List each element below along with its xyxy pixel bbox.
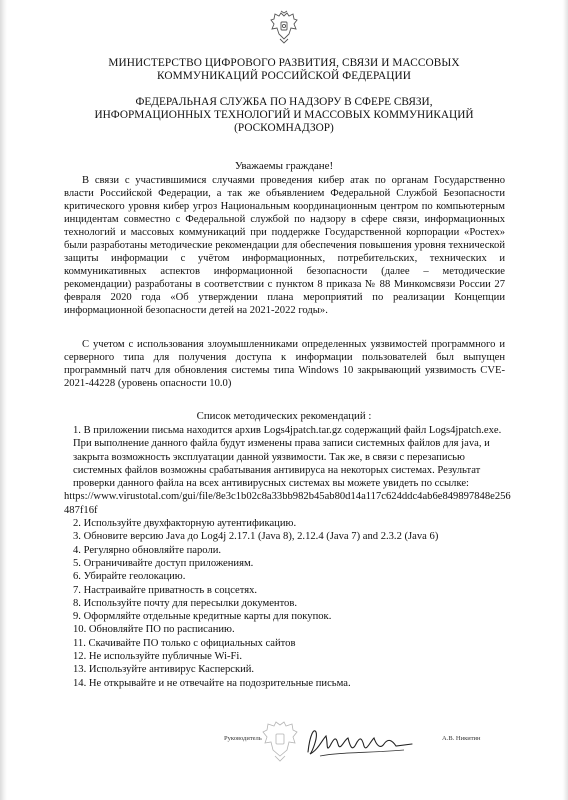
service-header bbox=[40, 96, 528, 135]
list-item: 8. Используйте почту для пересылки документов. bbox=[73, 597, 298, 609]
coat-of-arms-stamp-icon bbox=[262, 719, 298, 763]
list-item: 10. Обновляйте ПО по расписанию. bbox=[73, 624, 235, 636]
list-item: 13. Используйте антивирус Касперский. bbox=[73, 664, 255, 676]
list-item: 2. Используйте двухфакторную аутентификацию. bbox=[73, 518, 297, 530]
ministry-line-2: КОММУНИКАЦИЙ РОССИЙСКОЙ ФЕДЕРАЦИИ bbox=[156, 70, 412, 82]
ministry-line-1: МИНИСТЕРСТВО ЦИФРОВОГО РАЗВИТИЯ, СВЯЗИ И МАССОВЫХ bbox=[108, 57, 460, 69]
coat-of-arms-emblem-icon bbox=[270, 10, 298, 44]
service-line-3: (РОСКОМНАДЗОР) bbox=[234, 122, 334, 134]
service-line-2: ИНФОРМАЦИОННЫХ ТЕХНОЛОГИЙ И МАССОВЫХ КОММУНИКАЦИЙ bbox=[94, 109, 474, 121]
list-item: 12. Не используйте публичные Wi-Fi. bbox=[73, 651, 243, 663]
ministry-header bbox=[40, 57, 528, 83]
list-item: 14. Не открывайте и не отвечайте на подозрительные письма. bbox=[73, 677, 351, 689]
virustotal-link[interactable]: https://www.virustotal.com/gui/file/8e3c1b02c8a33bb982b45ab80d14a117c624ddc4ab6e849897848e256487f16f bbox=[64, 491, 511, 516]
greeting: Уважаемы граждане! bbox=[234, 160, 334, 172]
list-item: 7. Настраивайте приватность в соцсетях. bbox=[73, 584, 258, 596]
paragraph-vulnerability: С учетом с использования злоумышленниками определенных уязвимостей программного и серверного типа для получения доступа к информации пользователей был выпущен программный патч для обновления системы типа Windows 10 закрывающий уязвимость CVE-2021-44228 (уровень опасности 10.0) bbox=[64, 339, 505, 389]
scan-edge-right bbox=[562, 0, 568, 800]
recommendations-list bbox=[64, 424, 512, 690]
list-item: 4. Регулярно обновляйте пароли. bbox=[73, 544, 222, 556]
signer-role: Руководитель bbox=[224, 735, 262, 742]
signer-name: А.В. Никитин bbox=[442, 735, 481, 742]
recommendation-1-text: 1. В приложении письма находится архив Logs4jpatch.tar.gz содержащий файл Logs4jpatch.exe. При выполнение данного файла будут изменены права записи системных файлов для java, и закрыта возможность эксплуатации данной уязвимости. Так же, в связи с перезаписью системных файлов возможны срабатывания антивируса на некоторых системах. Результат проверки данного файла на всех антивирусных системах вы можете увидеть по ссылке: bbox=[73, 425, 502, 490]
scan-edge-left bbox=[0, 0, 7, 800]
list-item: 5. Ограничивайте доступ приложениям. bbox=[73, 557, 254, 569]
service-line-1: ФЕДЕРАЛЬНАЯ СЛУЖБА ПО НАДЗОРУ В СФЕРЕ СВЯЗИ, bbox=[135, 96, 433, 108]
list-item: 6. Убирайте геолокацию. bbox=[73, 571, 186, 583]
list-item bbox=[64, 424, 512, 517]
handwritten-signature-icon bbox=[300, 722, 420, 762]
list-item: 3. Обновите версию Java до Log4j 2.17.1 (Java 8), 2.12.4 (Java 7) and 2.3.2 (Java 6) bbox=[73, 531, 439, 543]
recommendations-title: Список методических рекомендаций : bbox=[196, 410, 372, 422]
paragraph-intro: В связи с участившимися случаями проведения кибер атак по органам Государственно власти Российской Федерации, а так же объявлением Федеральной Службой Безопасности критического уровня кибер угроз Национальным координационным центром по компьютерным инцидентам совместно с Федеральной службой по надзору в сфере связи, информационных технологий и массовых коммуникаций при поддержке Государственной корпорации «Ростех» были разработаны методические рекомендации для обеспечения повышения уровня технической защиты информации с учётом информационных, потребительских, технических и коммуникативных аспектов информационной безопасности (далее – методические рекомендации) разработаны в соответствии с пунктом 8 приказа № 88 Минкомсвязи России 27 февраля 2020 года «Об утверждении плана мероприятий по реализации Концепции информационной безопасности детей на 2021-2022 годы». bbox=[64, 175, 505, 316]
list-item: 9. Оформляйте отдельные кредитные карты для покупок. bbox=[73, 611, 332, 623]
list-item: 11. Скачивайте ПО только с официальных сайтов bbox=[73, 637, 296, 649]
